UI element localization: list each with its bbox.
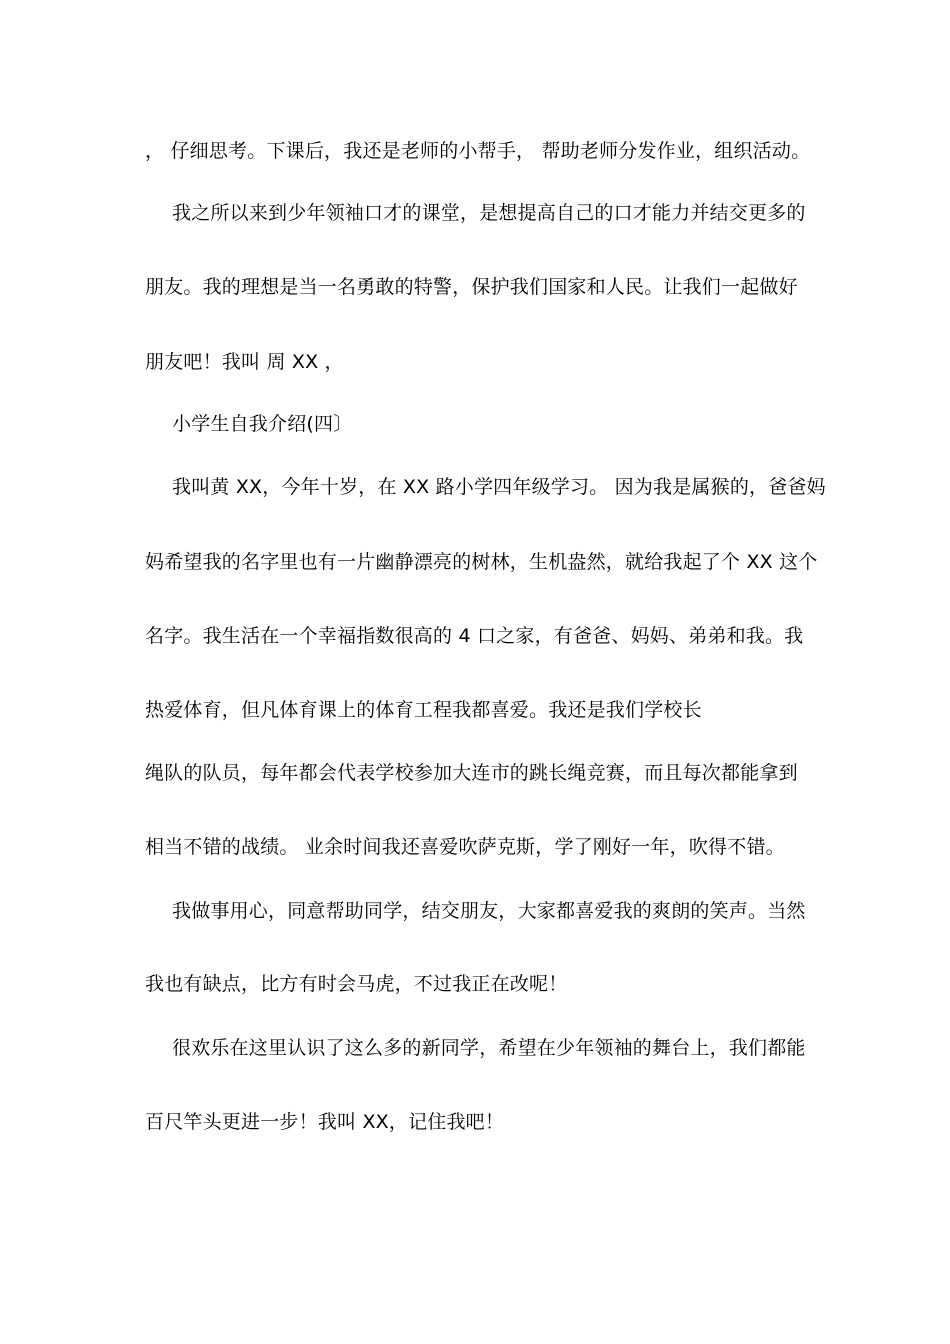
text-line-14: 很欢乐在这里认识了这么多的新同学，希望在少年领袖的舞台上，我们都能 xyxy=(172,1037,806,1059)
text-line-12: 我做事用心，同意帮助同学，结交朋友，大家都喜爱我的爽朗的笑声。当然 xyxy=(172,900,806,922)
text-line-10: 绳队的队员，每年都会代表学校参加大连市的跳长绳竞赛，而且每次都能拿到 xyxy=(145,762,798,784)
text-line-9: 热爱体育，但凡体育课上的体育工程我都喜爱。我还是我们学校长 xyxy=(145,699,702,721)
section-heading: 小学生自我介绍(四〕 xyxy=(172,413,353,435)
text-line-6: 我叫黄 XX，今年十岁，在 XX 路小学四年级学习。 因为我是属猴的，爸爸妈 xyxy=(172,476,826,498)
text-line-7: 妈希望我的名字里也有一片幽静漂亮的树林，生机盎然，就给我起了个 XX 这个 xyxy=(145,551,818,573)
text-line-1: ， 仔细思考。下课后，我还是老师的小帮手， 帮助老师分发作业，组织活动。 xyxy=(145,140,811,162)
text-line-15: 百尺竿头更进一步！我叫 XX，记住我吧！ xyxy=(145,1111,505,1133)
text-line-11: 相当不错的战绩。 业余时间我还喜爱吹萨克斯，学了刚好一年，吹得不错。 xyxy=(145,836,785,858)
text-line-13: 我也有缺点，比方有时会马虎，不过我正在改呢！ xyxy=(145,973,568,995)
text-line-8: 名字。我生活在一个幸福指数很高的 4 口之家，有爸爸、妈妈、弟弟和我。我 xyxy=(145,625,804,647)
text-line-4: 朋友吧！我叫 周 XX ， xyxy=(145,351,344,373)
text-line-2: 我之所以来到少年领袖口才的课堂，是想提高自己的口才能力并结交更多的 xyxy=(172,202,806,224)
text-line-3: 朋友。我的理想是当一名勇敢的特警，保护我们国家和人民。让我们一起做好 xyxy=(145,276,798,298)
